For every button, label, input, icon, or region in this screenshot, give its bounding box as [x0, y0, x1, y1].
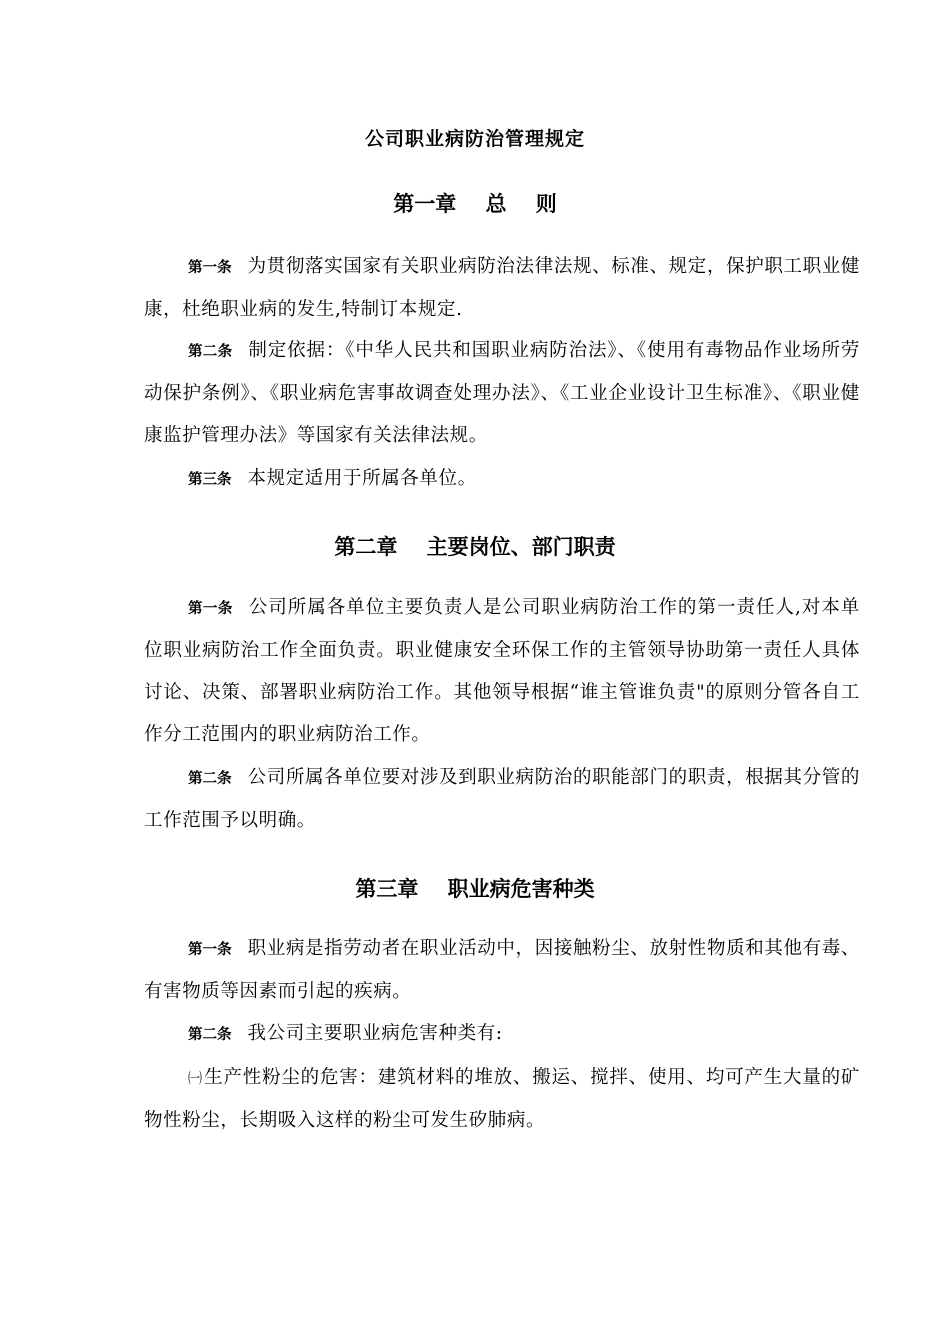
chapter-1-heading: 第一章 总 则	[393, 191, 557, 216]
article-text: 公司所属各单位主要负责人是公司职业病防治工作的第一责任人,对本单位职业病防治工作全面负责。职业健康安全环保工作的主管领导协助第一责任人具体讨论、决策、部署职业病防治工作。其他领导根据“谁主管谁负责"的原则分管各自工作分工范围内的职业病防治工作。	[144, 597, 860, 745]
article-text: 为贯彻落实国家有关职业病防治法律法规、标准、规定，保护职工职业健康，杜绝职业病的发生,特制订本规定.	[144, 256, 861, 320]
article-text: 职业病是指劳动者在职业活动中，因接触粉尘、放射性物质和其他有毒、有害物质等因素而引起的疾病。	[144, 938, 861, 1002]
chapter-1-article-1	[144, 246, 860, 331]
chapter-2-article-2	[144, 757, 860, 842]
chapter-2-heading: 第二章 主要岗位、部门职责	[334, 534, 616, 559]
chapter-2-article-1	[144, 587, 860, 756]
article-text: 我公司主要职业病危害种类有:	[247, 1023, 503, 1044]
article-tag: 第一条	[188, 260, 232, 276]
article-text: 制定依据：《中华人民共和国职业病防治法》、《使用有毒物品作业场所劳动保护条例》、《职业病危害事故调查处理办法》、《工业企业设计卫生标准》、《职业健康监护管理办法》等国家有关法律法规。	[144, 340, 860, 446]
chapter-3-heading: 第三章 职业病危害种类	[355, 876, 595, 901]
article-tag: 第一条	[188, 942, 232, 958]
article-tag: 第二条	[188, 771, 232, 787]
article-tag: 第二条	[188, 344, 233, 360]
article-tag: 第一条	[188, 601, 233, 617]
item-tag: ㈠	[188, 1071, 203, 1087]
chapter-1-article-3	[144, 458, 860, 501]
chapter-3-article-1	[144, 928, 860, 1013]
article-text: 公司所属各单位要对涉及到职业病防治的职能部门的职责，根据其分管的工作范围予以明确。	[144, 767, 861, 831]
chapter-3-item-1	[144, 1057, 860, 1142]
article-tag: 第二条	[188, 1027, 232, 1043]
article-tag: 第三条	[188, 472, 232, 488]
chapter-1-article-2	[144, 330, 860, 457]
chapter-3-article-2	[144, 1013, 860, 1056]
document-title: 公司职业病防治管理规定	[364, 128, 585, 150]
item-text: 生产性粉尘的危害：建筑材料的堆放、搬运、搅拌、使用、均可产生大量的矿物性粉尘，长期吸入这样的粉尘可发生矽肺病。	[144, 1067, 861, 1131]
article-text: 本规定适用于所属各单位。	[247, 468, 477, 489]
